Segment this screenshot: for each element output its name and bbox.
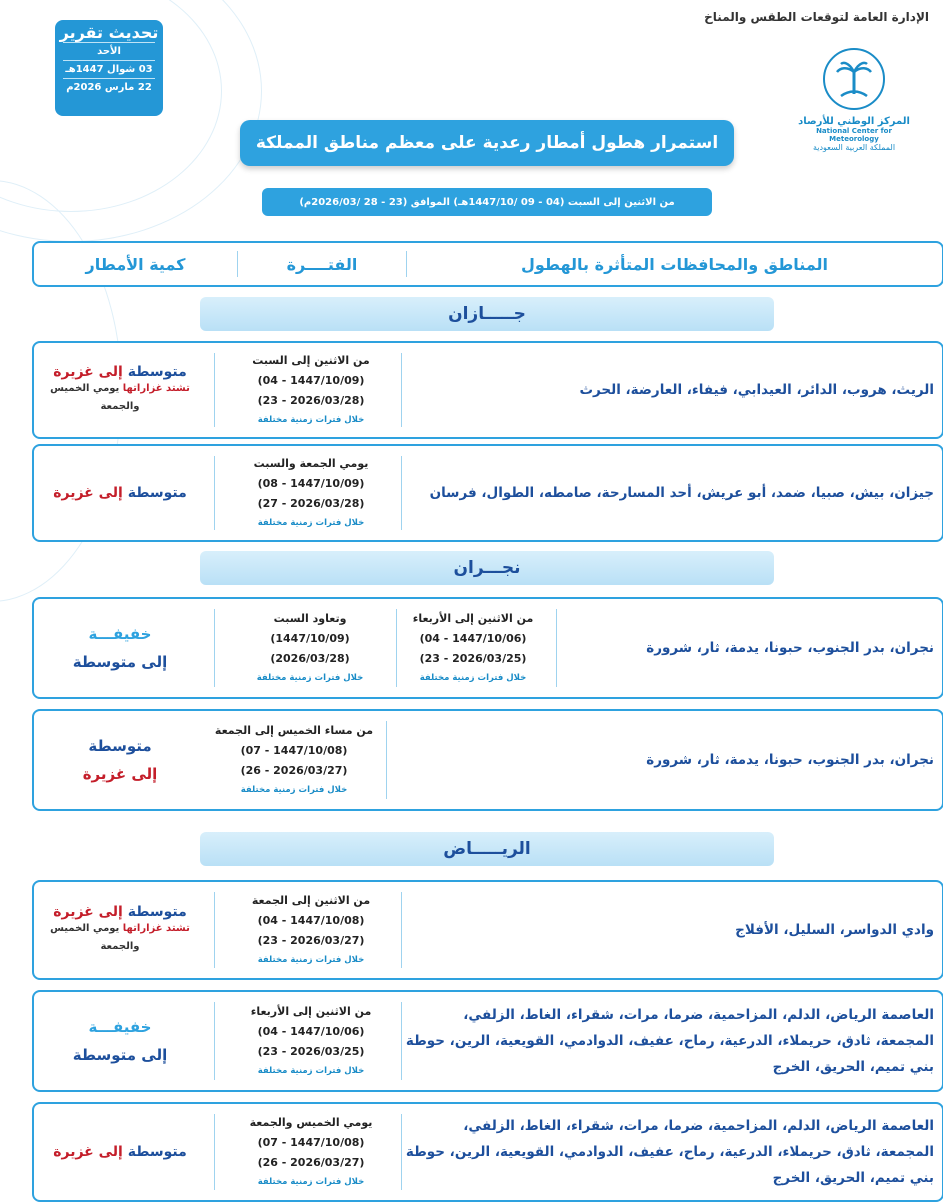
row-areas: العاصمة الرياض، الدلم، المزاحمية، ضرما، مرات، شقراء، الغاط، الزلفي، المجمعة، ثادق، حريملاء، الدرعية، رماح، عفيف، الدوادمي، القويعية، الرين، حوطة بني تميم، الحريق، الخرج xyxy=(405,1007,934,1075)
update-title: تحديث تقرير xyxy=(59,23,159,42)
row-areas: نجران، بدر الجنوب، حبونا، يدمة، ثار، شرورة xyxy=(646,752,934,768)
update-day: الأحد xyxy=(97,46,121,57)
row-amount: متوسطة إلى غزيرة تشتد غزاراتها يومي الخميس والجمعة xyxy=(50,364,190,412)
table-row xyxy=(32,709,943,811)
row-amount: خفيفـــة إلى متوسطة xyxy=(72,625,168,671)
region-banner-najran: نجـــران xyxy=(200,551,774,585)
row-areas: نجران، بدر الجنوب، حبونا، يدمة، ثار، شرورة xyxy=(646,640,934,656)
column-headers xyxy=(32,241,943,287)
row-amount: متوسطة إلى غزيرة xyxy=(53,485,187,501)
row-period-first: من الاثنين إلى الأربعاء (1447/10/06 - 04) (2026/03/25 - 23) خلال فترات زمنية مختلفة xyxy=(412,612,534,683)
ncm-logo xyxy=(795,48,913,152)
update-badge xyxy=(55,20,163,116)
logo-country: المملكة العربية السعودية xyxy=(812,143,896,152)
row-period: يومي الخميس والجمعة (1447/10/08 - 07) (2026/03/27 - 26) خلال فترات زمنية مختلفة xyxy=(249,1116,373,1187)
row-period: من الاثنين إلى السبت (1447/10/09 - 04) (2026/03/28 - 23) خلال فترات زمنية مختلفة xyxy=(252,354,370,425)
row-period: يومي الجمعة والسبت (1447/10/09 - 08) (2026/03/28 - 27) خلال فترات زمنية مختلفة xyxy=(253,457,369,528)
row-period: من مساء الخميس إلى الجمعة (1447/10/08 - 07) (2026/03/27 - 26) خلال فترات زمنية مختلفة xyxy=(214,724,374,795)
row-amount: خفيفـــة إلى متوسطة xyxy=(72,1018,168,1064)
row-period-second: وتعاود السبت (1447/10/09) (2026/03/28) خلال فترات زمنية مختلفة xyxy=(256,612,364,683)
row-areas: الريث، هروب، الدائر، العيدابي، فيفاء، العارضة، الحرث xyxy=(579,382,934,398)
update-hijri: 03 شوال 1447هـ xyxy=(65,64,153,75)
header-regions: المناطق والمحافظات المتأثرة بالهطول xyxy=(520,254,829,274)
row-period: من الاثنين إلى الأربعاء (1447/10/06 - 04) (2026/03/25 - 23) خلال فترات زمنية مختلفة xyxy=(250,1005,372,1076)
row-areas: العاصمة الرياض، الدلم، المزاحمية، ضرما، مرات، شقراء، الغاط، الزلفي، المجمعة، ثادق، حريملاء، الدرعية، رماح، عفيف، الدوادمي، القويعية، الرين، حوطة بني تميم، الحريق، الخرج xyxy=(405,1118,934,1186)
page-title: استمرار هطول أمطار رعدية على معظم مناطق المملكة xyxy=(240,120,734,166)
row-areas: وادي الدواسر، السليل، الأفلاج xyxy=(735,922,934,938)
row-areas: جيزان، بيش، صبيا، ضمد، أبو عريش، أحد المسارحة، صامطه، الطوال، فرسان xyxy=(429,485,934,501)
row-amount: متوسطة إلى غزيرة xyxy=(82,737,158,783)
table-row xyxy=(32,880,943,980)
region-banner-jazan: جـــــازان xyxy=(200,297,774,331)
header-amount: كمية الأمطار xyxy=(85,254,186,274)
logo-arabic-name: المركز الوطني للأرصاد xyxy=(798,116,910,127)
table-row xyxy=(32,990,943,1092)
table-row xyxy=(32,597,943,699)
region-banner-riyadh: الريـــــاض xyxy=(200,832,774,866)
header-period: الفتــــرة xyxy=(237,251,407,277)
row-period: من الاثنين إلى الجمعة (1447/10/08 - 04) (2026/03/27 - 23) خلال فترات زمنية مختلفة xyxy=(251,894,371,965)
palm-seal-icon xyxy=(823,48,885,110)
agency-name: الإدارة العامة لتوقعات الطقس والمناخ xyxy=(704,10,929,24)
table-row xyxy=(32,341,943,439)
row-amount: متوسطة إلى غزيرة تشتد غزاراتها يومي الخميس والجمعة xyxy=(50,904,190,952)
update-greg: 22 مارس 2026م xyxy=(66,82,152,93)
table-row xyxy=(32,444,943,542)
logo-english-name: National Center for Meteorology xyxy=(816,127,892,143)
row-amount: متوسطة إلى غزيرة xyxy=(53,1144,187,1160)
table-row xyxy=(32,1102,943,1202)
page-subtitle: من الاثنين إلى السبت (04 - 09 /1447/10هـ) الموافق (23 - 28 /2026/03م) xyxy=(262,188,712,216)
